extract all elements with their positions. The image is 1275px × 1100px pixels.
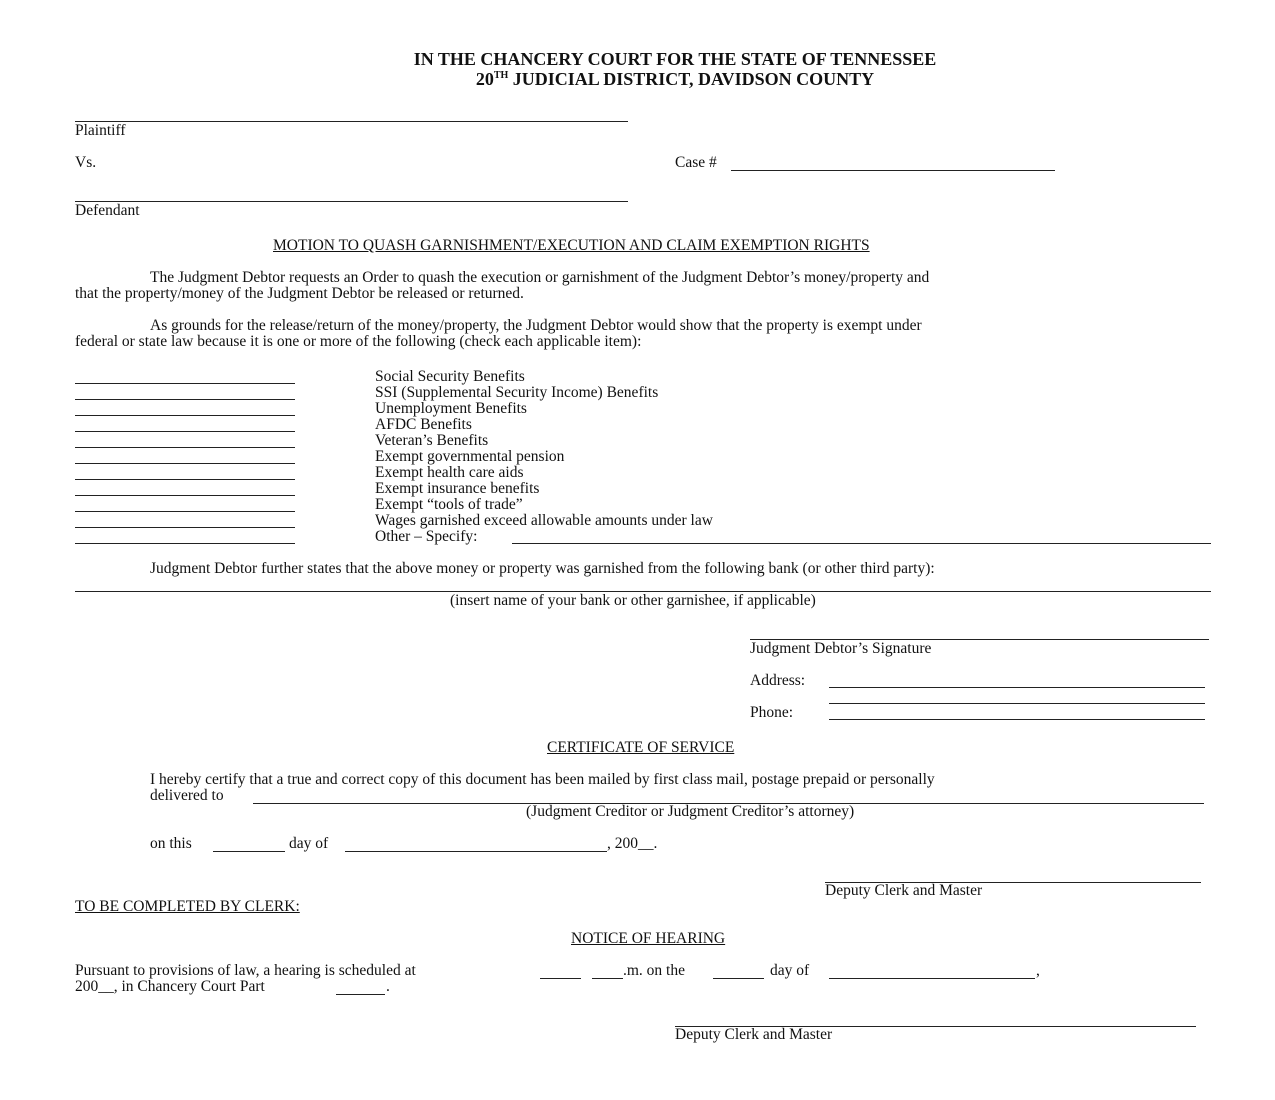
exemption-checkline[interactable] xyxy=(75,399,295,400)
day-of-label: day of xyxy=(289,835,329,852)
exemption-checkline[interactable] xyxy=(75,527,295,528)
hearing-line2-end: . xyxy=(386,978,390,995)
hearing-line1-mid: .m. on the xyxy=(623,962,685,979)
address-label: Address: xyxy=(750,672,806,689)
on-this-label: on this xyxy=(150,835,192,852)
district-title xyxy=(0,71,1275,87)
motion-para1-line1: The Judgment Debtor requests an Order to quash the execution or garnishment of the Judgment Debtor’s money/property and xyxy=(150,269,930,286)
hearing-comma: , xyxy=(1036,962,1040,979)
hearing-ampm-field[interactable] xyxy=(592,978,623,979)
exemption-item: Exempt insurance benefits xyxy=(375,480,540,497)
other-specify-field[interactable] xyxy=(512,543,1211,544)
exemption-item: Exempt “tools of trade” xyxy=(375,496,523,513)
exemption-checkline[interactable] xyxy=(75,415,295,416)
year-label: , 200__. xyxy=(607,835,658,852)
exemption-item: Social Security Benefits xyxy=(375,368,525,385)
month-field[interactable] xyxy=(345,851,607,852)
address-field-line2[interactable] xyxy=(829,703,1205,704)
notice-clerk-label: Deputy Clerk and Master xyxy=(675,1026,833,1043)
exemption-item: SSI (Supplemental Security Income) Benefits xyxy=(375,384,659,401)
district-name: JUDICIAL DISTRICT, DAVIDSON COUNTY xyxy=(508,69,875,89)
exemption-checkline[interactable] xyxy=(75,543,295,544)
vs-label: Vs. xyxy=(75,154,97,171)
chancery-part-field[interactable] xyxy=(336,994,385,995)
address-field-line1[interactable] xyxy=(829,687,1205,688)
debtor-signature-label: Judgment Debtor’s Signature xyxy=(750,640,932,657)
exemption-item: Wages garnished exceed allowable amounts under law xyxy=(375,512,713,529)
motion-para2-line1: As grounds for the release/return of the money/property, the Judgment Debtor would show that the property is exempt under xyxy=(150,317,922,334)
hearing-time-field[interactable] xyxy=(540,978,581,979)
phone-label: Phone: xyxy=(750,704,794,721)
exemption-item: Exempt health care aids xyxy=(375,464,524,481)
exemption-checkline[interactable] xyxy=(75,447,295,448)
exemption-checkline[interactable] xyxy=(75,383,295,384)
exemption-checkline[interactable] xyxy=(75,463,295,464)
exemption-item: Veteran’s Benefits xyxy=(375,432,489,449)
hearing-line1-start: Pursuant to provisions of law, a hearing is scheduled at xyxy=(75,962,416,979)
hearing-line1-dayof: day of xyxy=(770,962,810,979)
motion-title: MOTION TO QUASH GARNISHMENT/EXECUTION AND CLAIM EXEMPTION RIGHTS xyxy=(273,237,870,254)
day-field[interactable] xyxy=(213,851,285,852)
notice-of-hearing-title: NOTICE OF HEARING xyxy=(571,930,726,947)
exemption-item: Other – Specify: xyxy=(375,528,478,545)
exemption-checkline[interactable] xyxy=(75,431,295,432)
exemption-checkline[interactable] xyxy=(75,495,295,496)
motion-para1-line2: that the property/money of the Judgment Debtor be released or returned. xyxy=(75,285,524,302)
plaintiff-field[interactable] xyxy=(75,121,628,122)
defendant-field[interactable] xyxy=(75,201,628,202)
case-number-field[interactable] xyxy=(731,170,1055,171)
hearing-day-field[interactable] xyxy=(713,978,764,979)
case-number-label: Case # xyxy=(675,154,717,171)
exemption-item: Unemployment Benefits xyxy=(375,400,527,417)
certificate-line2: delivered to xyxy=(150,787,224,804)
defendant-label: Defendant xyxy=(75,202,140,219)
motion-para2-line2: federal or state law because it is one or more of the following (check each applicable item): xyxy=(75,333,642,350)
district-number: 20 xyxy=(475,69,494,89)
court-title: IN THE CHANCERY COURT FOR THE STATE OF TENNESSEE xyxy=(413,49,937,69)
hearing-line2-start: 200__, in Chancery Court Part xyxy=(75,978,265,995)
certificate-clerk-label: Deputy Clerk and Master xyxy=(825,882,983,899)
district-suffix: TH xyxy=(493,70,509,81)
exemption-item: AFDC Benefits xyxy=(375,416,472,433)
exemption-checkline[interactable] xyxy=(75,511,295,512)
phone-field[interactable] xyxy=(829,719,1205,720)
garnishee-caption: (insert name of your bank or other garnishee, if applicable) xyxy=(450,592,816,609)
creditor-caption: (Judgment Creditor or Judgment Creditor’s attorney) xyxy=(526,803,855,820)
exemption-item: Exempt governmental pension xyxy=(375,448,565,465)
hearing-month-field[interactable] xyxy=(829,978,1035,979)
certificate-title: CERTIFICATE OF SERVICE xyxy=(547,739,735,756)
certificate-line1: I hereby certify that a true and correct copy of this document has been mailed by first class mail, postage prepaid or personally xyxy=(150,771,935,788)
plaintiff-label: Plaintiff xyxy=(75,122,126,139)
exemption-checkline[interactable] xyxy=(75,479,295,480)
garnishee-statement: Judgment Debtor further states that the above money or property was garnished from the following bank (or other third party): xyxy=(150,560,935,577)
clerk-section-heading: TO BE COMPLETED BY CLERK: xyxy=(75,898,300,915)
